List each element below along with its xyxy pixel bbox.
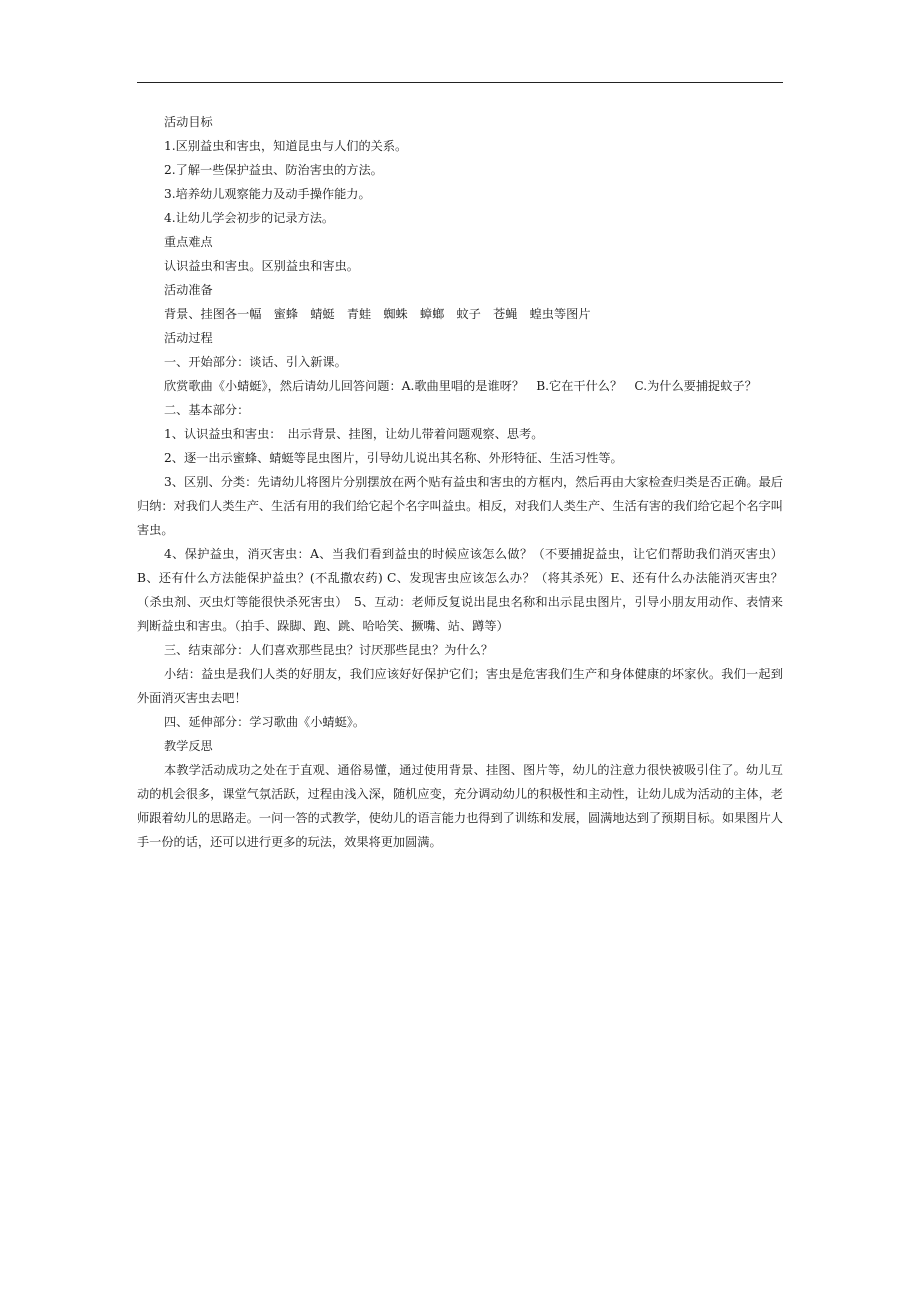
part1-text: 欣赏歌曲《小蜻蜓》，然后请幼儿回答问题：A.歌曲里唱的是谁呀？ B.它在干什么？ C.为什么要捕捉蚊子？ — [164, 379, 757, 393]
reflection-text: 本教学活动成功之处在于直观、通俗易懂，通过使用背景、挂图、图片等，幼儿的注意力很快被吸引住了。幼儿互动的机会很多，课堂气氛活跃，过程由浅入深，随机应变，充分调动幼儿的积极性和主动性，让幼儿成为活动的主体，老师跟着幼儿的思路走。一问一答的式教学，使幼儿的语言能力也得到了训练和发展，圆满地达到了预期目标。如果图片人手一份的话，还可以进行更多的玩法，效果将更加圆满。 — [137, 763, 783, 849]
part2-title: 二、基本部分： — [164, 403, 250, 417]
part1-title: 一、开始部分：谈话、引入新课。 — [164, 355, 347, 369]
goal-3: 3.培养幼儿观察能力及动手操作能力。 — [164, 187, 371, 201]
summary: 小结：益虫是我们人类的好朋友，我们应该好好保护它们；害虫是危害我们生产和身体健康的坏家伙。我们一起到外面消灭害虫去吧！ — [137, 667, 783, 705]
goal-2: 2.了解一些保护益虫、防治害虫的方法。 — [164, 163, 383, 177]
header-rule — [137, 82, 783, 83]
heading-key-points: 重点难点 — [164, 235, 213, 249]
heading-preparation: 活动准备 — [164, 283, 213, 297]
key-points-text: 认识益虫和害虫。区别益虫和害虫。 — [164, 259, 359, 273]
preparation-text: 背景、挂图各一幅 蜜蜂 蜻蜓 青蛙 蜘蛛 蟑螂 蚊子 苍蝇 蝗虫等图片 — [164, 307, 591, 321]
document-body — [137, 110, 783, 854]
part3-title: 三、结束部分：人们喜欢那些昆虫？讨厌那些昆虫？为什么？ — [164, 643, 494, 657]
step-3: 3、区别、分类：先请幼儿将图片分别摆放在两个贴有益虫和害虫的方框内，然后再由大家检查归类是否正确。最后归纳：对我们人类生产、生活有用的我们给它起个名字叫益虫。相反，对我们人类生产、生活有害的我们给它起个名字叫害虫。 — [137, 475, 783, 537]
goal-4: 4.让幼儿学会初步的记录方法。 — [164, 211, 335, 225]
step-1: 1、认识益虫和害虫： 出示背景、挂图，让幼儿带着问题观察、思考。 — [164, 427, 544, 441]
step-4: 4、保护益虫，消灭害虫：A、当我们看到益虫的时候应该怎么做？（不要捕捉益虫，让它们帮助我们消灭害虫）B、还有什么方法能保护益虫？(不乱撒农药) C、发现害虫应该怎么办？（将其杀死）E、还有什么办法能消灭害虫？（杀虫剂、灭虫灯等能很快杀死害虫） 5、互动：老师反复说出昆虫名称和出示昆虫图片，引导小朋友用动作、表情来判断益虫和害虫。（拍手、跺脚、跑、跳、哈哈笑、撅嘴、站、蹲等） — [137, 547, 783, 633]
goal-1: 1.区别益虫和害虫，知道昆虫与人们的关系。 — [164, 139, 408, 153]
heading-process: 活动过程 — [164, 331, 213, 345]
heading-goals: 活动目标 — [164, 115, 213, 129]
part4-title: 四、延伸部分：学习歌曲《小蜻蜓》。 — [164, 715, 366, 729]
step-2: 2、逐一出示蜜蜂、蜻蜓等昆虫图片，引导幼儿说出其名称、外形特征、生活习性等。 — [164, 451, 623, 465]
heading-reflection: 教学反思 — [164, 739, 213, 753]
